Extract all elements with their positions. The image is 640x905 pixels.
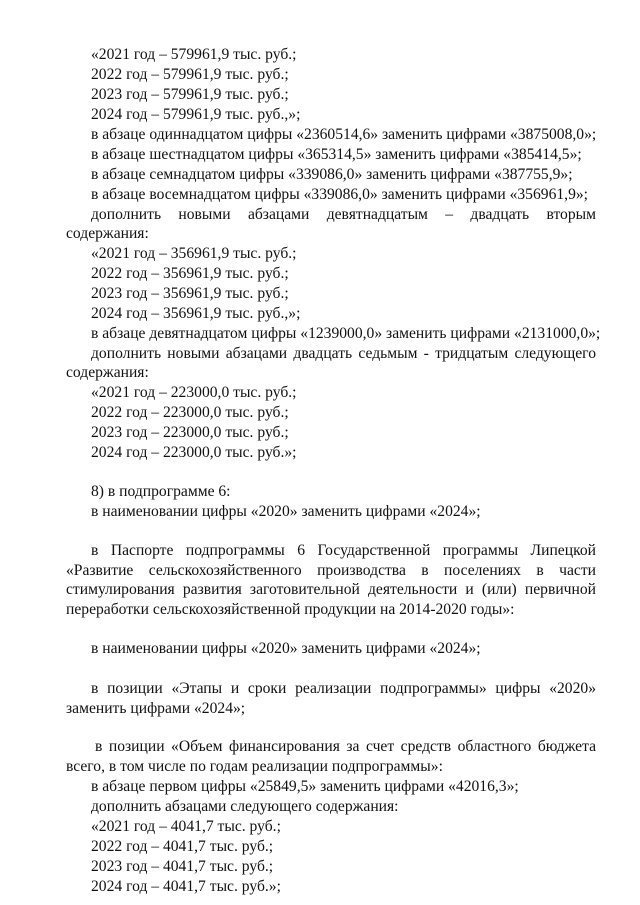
text-line: «2021 год – 223000,0 тыс. руб.; <box>91 384 297 401</box>
text-line: 2023 год – 356961,9 тыс. руб.; <box>91 285 289 302</box>
text-line: 8) в подпрограмме 6: <box>91 483 231 500</box>
text-line: содержания: <box>66 225 149 242</box>
text-line: заменить цифрами «2024»; <box>66 700 246 717</box>
text-line: «2021 год – 4041,7 тыс. руб.; <box>91 818 281 835</box>
text-line: в абзаце первом цифры «25849,5» заменить цифрами «42016,3»; <box>91 778 519 795</box>
text-line: 2022 год – 4041,7 тыс. руб.; <box>91 838 274 855</box>
text-line: 2022 год – 579961,9 тыс. руб.; <box>91 66 289 83</box>
text-line: «Развитие сельскохозяйственного производства в поселениях в части <box>66 562 596 579</box>
text-line: 2024 год – 579961,9 тыс. руб.,»; <box>91 106 301 123</box>
text-line: в абзаце шестнадцатом цифры «365314,5» заменить цифрами «385414,5»; <box>91 146 582 163</box>
text-line: в абзаце семнадцатом цифры «339086,0» заменить цифрами «387755,9»; <box>91 166 573 183</box>
text-line: всего, в том числе по годам реализации подпрограммы»: <box>66 758 443 775</box>
text-line: дополнить абзацами следующего содержания: <box>91 798 399 815</box>
text-line: содержания: <box>66 364 149 381</box>
text-line: в наименовании цифры «2020» заменить цифрами «2024»; <box>91 640 481 657</box>
text-line: 2024 год – 4041,7 тыс. руб.»; <box>91 878 281 895</box>
text-line: дополнить новыми абзацами девятнадцатым – двадцать вторым <box>91 206 596 223</box>
text-line: 2024 год – 356961,9 тыс. руб.,»; <box>91 305 301 322</box>
text-line: 2023 год – 4041,7 тыс. руб.; <box>91 858 274 875</box>
text-line: дополнить новыми абзацами двадцать седьмым - тридцатым следующего <box>91 345 596 362</box>
text-line: 2022 год – 356961,9 тыс. руб.; <box>91 265 289 282</box>
text-line: в абзаце девятнадцатом цифры «1239000,0» заменить цифрами «2131000,0»; <box>91 325 601 342</box>
text-line: «2021 год – 579961,9 тыс. руб.; <box>91 46 297 63</box>
text-line: в абзаце одиннадцатом цифры «2360514,6» заменить цифрами «3875008,0»; <box>91 126 597 143</box>
text-line: в позиции «Объем финансирования за счет средств областного бюджета <box>95 738 596 755</box>
text-line: 2024 год – 223000,0 тыс. руб.»; <box>91 444 297 461</box>
text-line: в абзаце восемнадцатом цифры «339086,0» заменить цифрами «356961,9»; <box>91 186 588 203</box>
text-line: 2023 год – 579961,9 тыс. руб.; <box>91 86 289 103</box>
text-line: «2021 год – 356961,9 тыс. руб.; <box>91 245 297 262</box>
text-line: 2022 год – 223000,0 тыс. руб.; <box>91 404 289 421</box>
text-line: стимулирования развития заготовительной деятельности и (или) первичной <box>66 581 596 598</box>
text-line: в наименовании цифры «2020» заменить цифрами «2024»; <box>91 503 481 520</box>
text-line: в позиции «Этапы и сроки реализации подпрограммы» цифры «2020» <box>91 680 596 697</box>
text-line: в Паспорте подпрограммы 6 Государственной программы Липецкой <box>91 542 596 559</box>
text-line: переработки сельскохозяйственной продукции на 2014-2020 годы»: <box>66 601 515 618</box>
text-line: 2023 год – 223000,0 тыс. руб.; <box>91 424 289 441</box>
